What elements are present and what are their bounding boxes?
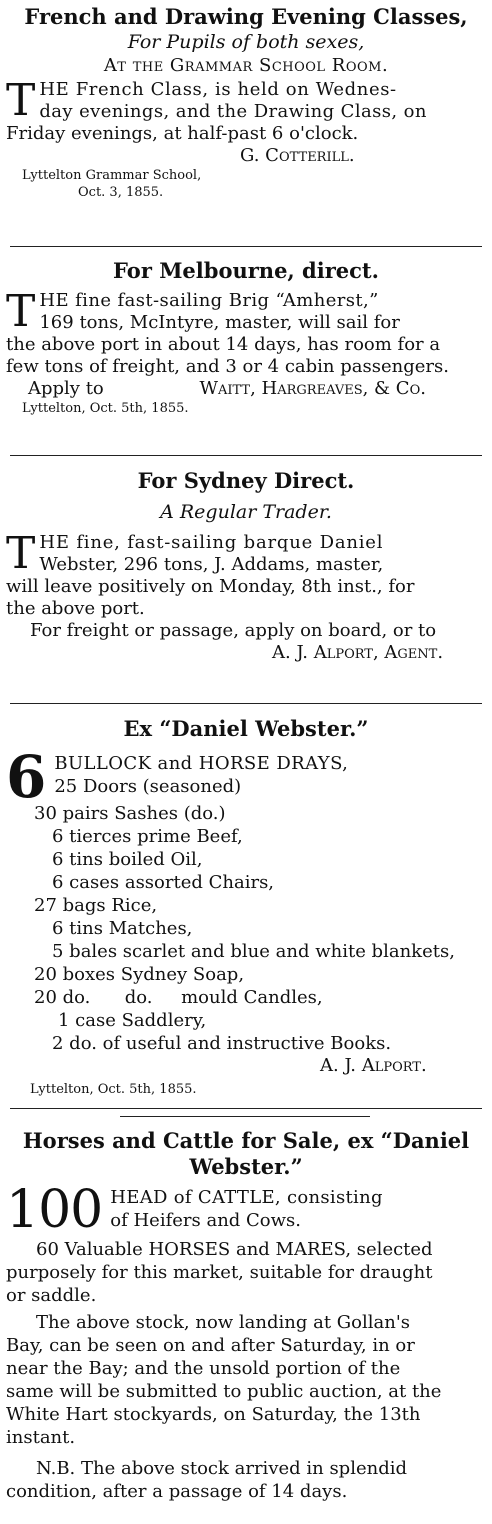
body-line: Friday evenings, at half-past 6 o'clock. <box>6 123 359 144</box>
drop-numeral: 100 <box>6 1180 103 1240</box>
ad-subtitle: For Pupils of both sexes, <box>127 31 365 53</box>
body-line: N.B. The above stock arrived in splendid <box>36 1458 408 1479</box>
body-line: the above port in about 14 days, has room for a <box>6 334 441 355</box>
body-line: near the Bay; and the unsold portion of the <box>6 1358 401 1379</box>
body-line: 60 Valuable HORSES and MARES, selected <box>36 1239 433 1260</box>
ad-melbourne <box>0 258 492 417</box>
divider <box>10 1108 482 1109</box>
ad-title-cont: Webster.” <box>189 1154 303 1179</box>
body-line: condition, after a passage of 14 days. <box>6 1481 348 1502</box>
ad-title: For Melbourne, direct. <box>113 258 379 283</box>
ad-agent: A. J. Alport, Agent. <box>272 642 444 663</box>
ad-signature: G. Cotterill. <box>240 145 355 166</box>
body-line: the above port. <box>6 598 145 619</box>
item: 5 bales scarlet and blue and white blankets, <box>52 941 455 962</box>
body-line: White Hart stockyards, on Saturday, the 13th <box>6 1404 421 1425</box>
ad-subtitle: A Regular Trader. <box>160 501 332 523</box>
body-line: will leave positively on Monday, 8th inst., for <box>6 576 415 597</box>
body-line: few tons of freight, and 3 or 4 cabin passengers. <box>6 356 449 377</box>
item-first: BULLOCK and HORSE DRAYS, <box>54 753 349 774</box>
ad-date: Lyttelton, Oct. 5th, 1855. <box>30 1082 197 1097</box>
body-line: HE French Class, is held on Wednes- <box>39 79 397 100</box>
drop-capital: T <box>6 528 36 579</box>
item: 20 boxes Sydney Soap, <box>34 964 245 985</box>
divider <box>10 455 482 456</box>
item: 6 tins boiled Oil, <box>52 849 203 870</box>
body-line: For freight or passage, apply on board, or to <box>30 620 437 641</box>
body-line: HEAD of CATTLE, consisting <box>110 1187 383 1208</box>
body-line: Webster, 296 tons, J. Addams, master, <box>39 554 384 575</box>
body-line: same will be submitted to public auction, at the <box>6 1381 442 1402</box>
ad-title: Horses and Cattle for Sale, ex “Daniel <box>22 1128 470 1153</box>
ad-title: For Sydney Direct. <box>137 468 355 493</box>
body-line: The above stock, now landing at Gollan's <box>36 1312 411 1333</box>
item: 20 do. do. mould Candles, <box>34 987 323 1008</box>
body-line: instant. <box>6 1427 76 1448</box>
ad-agent: Waitt, Hargreaves, & Co. <box>199 378 426 399</box>
divider-short <box>120 1116 370 1117</box>
body-line: HE fine fast-sailing Brig “Amherst,” <box>39 290 379 311</box>
ad-sydney <box>0 468 492 664</box>
item: 25 Doors (seasoned) <box>54 776 242 797</box>
item: 27 bags Rice, <box>34 895 158 916</box>
ad-title: Ex “Daniel Webster.” <box>123 716 369 741</box>
body-line: purposely for this market, suitable for draught <box>6 1262 433 1283</box>
drop-numeral: 6 <box>6 743 47 811</box>
ad-date: Oct. 3, 1855. <box>78 185 164 200</box>
body-line: or saddle. <box>6 1285 97 1306</box>
item: 1 case Saddlery, <box>58 1010 207 1031</box>
body-line: 169 tons, McIntyre, master, will sail for <box>39 312 400 333</box>
apply-label: Apply to <box>28 378 104 399</box>
item: 30 pairs Sashes (do.) <box>34 803 226 824</box>
drop-capital: T <box>6 75 36 126</box>
body-line: Bay, can be seen on and after Saturday, in or <box>6 1335 415 1356</box>
ad-place: Lyttelton Grammar School, <box>22 168 202 183</box>
ad-horses-cattle <box>0 1128 492 1503</box>
body-line: HE fine, fast-sailing barque Daniel <box>39 532 384 553</box>
divider <box>10 703 482 704</box>
drop-capital: T <box>6 286 36 337</box>
item: 6 tierces prime Beef, <box>52 826 243 847</box>
body-line: of Heifers and Cows. <box>110 1210 302 1231</box>
body-line: day evenings, and the Drawing Class, on <box>39 101 427 122</box>
item: 2 do. of useful and instructive Books. <box>52 1033 392 1054</box>
ad-daniel-webster-cargo <box>0 716 492 1098</box>
divider <box>10 246 482 247</box>
ad-title: French and Drawing Evening Classes, <box>24 4 468 29</box>
item: 6 tins Matches, <box>52 918 193 939</box>
ad-location: At the Grammar School Room. <box>103 55 389 76</box>
ad-french-classes <box>0 4 492 201</box>
item: 6 cases assorted Chairs, <box>52 872 275 893</box>
ad-signature: A. J. Alport. <box>320 1055 427 1076</box>
ad-date: Lyttelton, Oct. 5th, 1855. <box>22 401 189 416</box>
